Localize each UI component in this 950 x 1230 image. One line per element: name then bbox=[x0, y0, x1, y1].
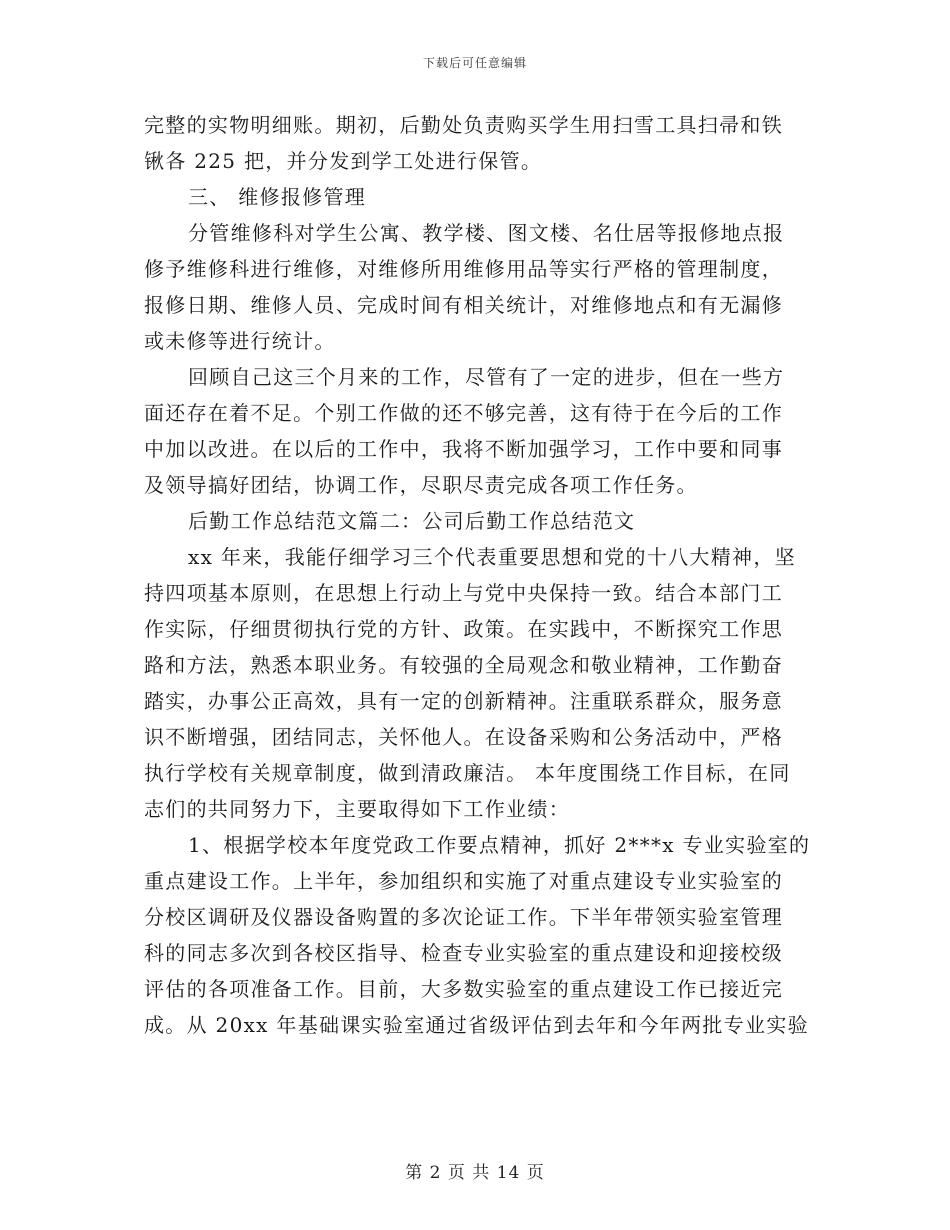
text-line: 作实际，仔细贯彻执行党的方针、政策。在实践中，不断探究工作思 bbox=[144, 617, 783, 641]
text-line: 识不断增强，团结同志，关怀他人。在设备采购和公务活动中，严格 bbox=[144, 725, 783, 749]
text-line: 踏实，办事公正高效，具有一定的创新精神。注重联系群众，服务意 bbox=[144, 689, 783, 713]
text-line: 及领导搞好团结，协调工作，尽职尽责完成各项工作任务。 bbox=[144, 473, 698, 497]
text-line: 成。从 20xx 年基础课实验室通过省级评估到去年和今年两批专业实验 bbox=[144, 1013, 809, 1037]
text-line: 或未修等进行统计。 bbox=[144, 329, 336, 353]
text-line: 路和方法，熟悉本职业务。有较强的全局观念和敬业精神，工作勤奋 bbox=[144, 653, 783, 677]
text-line: 中加以改进。在以后的工作中，我将不断加强学习，工作中要和同事 bbox=[144, 437, 783, 461]
text-line: 分管维修科对学生公寓、教学楼、图文楼、名仕居等报修地点报 bbox=[188, 221, 785, 245]
text-line: 科的同志多次到各校区指导、检查专业实验室的重点建设和迎接校级 bbox=[144, 941, 783, 965]
text-line: 1、根据学校本年度党政工作要点精神，抓好 2***x 专业实验室的 bbox=[188, 833, 811, 857]
text-line: 重点建设工作。上半年，参加组织和实施了对重点建设专业实验室的 bbox=[144, 869, 783, 893]
text-line: 持四项基本原则，在思想上行动上与党中央保持一致。结合本部门工 bbox=[144, 581, 783, 605]
text-line: 执行学校有关规章制度，做到清政廉洁。 本年度围绕工作目标，在同 bbox=[144, 761, 791, 785]
text-line: 分校区调研及仪器设备购置的多次论证工作。下半年带领实验室管理 bbox=[144, 905, 783, 929]
text-line: xx 年来，我能仔细学习三个代表重要思想和党的十八大精神，坚 bbox=[188, 545, 796, 569]
body-text bbox=[144, 107, 811, 1043]
text-line: 回顾自己这三个月来的工作，尽管有了一定的进步，但在一些方 bbox=[188, 365, 785, 389]
section-heading: 三、 维修报修管理 bbox=[188, 185, 367, 209]
article-heading: 后勤工作总结范文篇二：公司后勤工作总结范文 bbox=[188, 509, 636, 533]
text-line: 完整的实物明细账。期初，后勤处负责购买学生用扫雪工具扫帚和铁 bbox=[144, 113, 783, 137]
text-line: 志们的共同努力下，主要取得如下工作业绩： bbox=[144, 797, 570, 821]
page-number: 第 2 页 共 14 页 bbox=[405, 1163, 545, 1183]
text-line: 修予维修科进行维修，对维修所用维修用品等实行严格的管理制度， bbox=[144, 257, 783, 281]
text-line: 报修日期、维修人员、完成时间有相关统计，对维修地点和有无漏修 bbox=[144, 293, 783, 317]
text-line: 锹各 225 把，并分发到学工处进行保管。 bbox=[144, 149, 543, 173]
header-note: 下载后可任意编辑 bbox=[422, 56, 527, 70]
text-line: 评估的各项准备工作。目前，大多数实验室的重点建设工作已接近完 bbox=[144, 977, 783, 1001]
text-line: 面还存在着不足。个别工作做的还不够完善，这有待于在今后的工作 bbox=[144, 401, 783, 425]
